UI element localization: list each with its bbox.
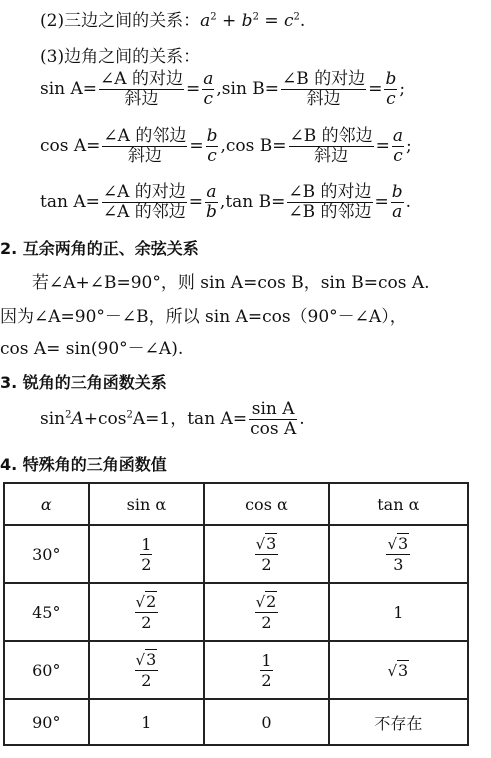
- angle-value: 45°: [32, 602, 61, 622]
- ratio-letters-2-num: a: [392, 126, 404, 146]
- sin-cell: [89, 583, 205, 641]
- cos-value: [255, 534, 279, 574]
- tan-value-den: 3: [393, 555, 404, 574]
- table-header-row: [4, 483, 468, 525]
- side-b: b: [241, 11, 253, 31]
- ratio-words-2: [289, 127, 374, 166]
- sin-exp: 2: [65, 409, 72, 421]
- header-text: α: [40, 494, 52, 514]
- angle-value: 90°: [32, 712, 61, 732]
- tan-value-sqrt-radical: √: [387, 535, 398, 553]
- ratio-words-2-num: ∠B 的对边: [288, 182, 372, 202]
- section3-formula: [40, 400, 305, 439]
- relation-lhs1: cos A=: [40, 136, 101, 156]
- ratio-letters-1-den: c: [207, 146, 217, 166]
- cos-cell: [204, 641, 328, 699]
- plus-cos: +cos: [83, 409, 127, 429]
- ratio-letters-2: [391, 183, 404, 222]
- cos-cell: [204, 525, 328, 583]
- ratio-letters-1: [202, 70, 214, 109]
- section2-line1: 若∠A+∠B=90°，则 sin A=cos B，sin B=cos A.: [32, 273, 430, 293]
- sin-value-num: 1: [141, 534, 152, 554]
- exp-b: 2: [252, 11, 259, 23]
- cos-cell: [204, 699, 328, 745]
- ratio-words-2-den: ∠B 的邻边: [288, 202, 372, 222]
- relation-lhs1: sin A=: [40, 79, 98, 99]
- cos-value-num: [255, 534, 279, 555]
- tan-value: [386, 534, 410, 574]
- relation-end: .: [405, 192, 412, 212]
- ratio-letters-2-num: b: [385, 69, 397, 89]
- item2-label: (2)三边之间的关系：: [40, 11, 201, 31]
- header-text: cos α: [245, 494, 288, 514]
- tan-value: [387, 661, 409, 680]
- relation-lhs1: tan A=: [40, 192, 100, 212]
- plus-sign: +: [216, 11, 242, 31]
- sin-value-sqrt: [136, 650, 158, 670]
- sin-value-sqrt-radicand: 2: [146, 592, 157, 611]
- cos-value-den: 2: [261, 613, 272, 632]
- ratio-words-1: [102, 127, 187, 166]
- sin-value: 1: [141, 712, 152, 732]
- ratio-letters-2-den: c: [393, 146, 403, 166]
- section2-heading: 2. 互余两角的正、余弦关系: [0, 239, 199, 258]
- sin-cell: [89, 525, 205, 583]
- ratio-words-2-den: 斜边: [306, 89, 341, 109]
- ratio-letters-2: [384, 70, 397, 109]
- angle-cell: [4, 525, 89, 583]
- ratio-words-1-num: ∠A 的邻边: [103, 126, 187, 146]
- ratio-words-2-den: 斜边: [314, 146, 349, 166]
- formula-end: .: [299, 409, 305, 429]
- cos-value-num: 1: [261, 650, 272, 670]
- table-row: [4, 583, 468, 641]
- ratio-letters-1-den: c: [203, 89, 214, 109]
- tan-value-sqrt: [387, 534, 409, 554]
- tan-cell: [329, 525, 468, 583]
- relation-row: [40, 70, 405, 109]
- cos-value-num: [255, 592, 279, 613]
- table-header-cell: [204, 483, 328, 525]
- relation-eq1: =: [189, 136, 204, 156]
- cos-value: [255, 592, 279, 632]
- tan-den: cos A: [250, 419, 297, 439]
- ratio-words-1: [102, 183, 187, 222]
- cos-value-sqrt-radical: √: [255, 593, 266, 611]
- ratio-letters-2-den: c: [386, 89, 396, 109]
- sin-value-num: [135, 650, 159, 671]
- sin-value-sqrt-radicand: 3: [146, 650, 157, 669]
- sin-value: [135, 650, 159, 690]
- ratio-letters-1-num: a: [203, 69, 214, 89]
- table-header-cell: [4, 483, 89, 525]
- relation-sep: ,: [216, 79, 222, 99]
- tan-cell: [329, 699, 468, 745]
- sin-value: [135, 592, 159, 632]
- section4-heading: 4. 特殊角的三角函数值: [0, 455, 167, 474]
- ratio-words-1-num: ∠A 的对边: [102, 182, 186, 202]
- cos-value-sqrt-radicand: 2: [266, 592, 277, 611]
- sin-cell: [89, 641, 205, 699]
- formula-rest: A=1，tan A=: [132, 409, 248, 429]
- ratio-letters-2-num: b: [391, 182, 403, 202]
- cos-value-den: 2: [261, 555, 272, 574]
- tan-value-radicand: 3: [398, 660, 409, 680]
- cos-value-sqrt: [256, 534, 278, 554]
- tan-cell: [329, 583, 468, 641]
- angle-a: A: [71, 409, 84, 429]
- angle-cell: [4, 699, 89, 745]
- relation-eq2: =: [368, 79, 383, 99]
- header-text: tan α: [377, 494, 420, 514]
- relation-sep: ,: [220, 136, 226, 156]
- sin-value-sqrt: [136, 592, 158, 612]
- relation-end: ;: [399, 79, 406, 99]
- tan-cell: [329, 641, 468, 699]
- sin-value-den: 2: [141, 671, 152, 690]
- tan-fraction: [249, 400, 297, 439]
- sin-value-num: [135, 592, 159, 613]
- cos-value: 0: [261, 712, 272, 732]
- cos-value-den: 2: [261, 670, 272, 690]
- tan-value: 不存在: [374, 713, 423, 733]
- tan-value-radical: √: [387, 661, 398, 680]
- cos-cell: [204, 583, 328, 641]
- sin-text: sin: [40, 409, 66, 429]
- cos-value: [260, 651, 272, 690]
- ratio-words-2: [287, 183, 372, 222]
- relation-lhs2: sin B=: [221, 79, 280, 99]
- exp-a: 2: [210, 11, 217, 23]
- cos-value-sqrt-radical: √: [255, 535, 266, 553]
- side-c: c: [284, 11, 294, 31]
- relation-eq1: =: [185, 79, 201, 99]
- relation-eq2: =: [374, 192, 389, 212]
- section2-line2: 因为∠A=90°－∠B，所以 sin A=cos（90°－∠A），: [0, 307, 407, 327]
- period: .: [299, 11, 306, 31]
- header-text: sin α: [126, 494, 167, 514]
- relation-sep: ,: [219, 192, 226, 212]
- item2-line: [40, 6, 305, 31]
- ratio-words-1-den: 斜边: [124, 89, 159, 109]
- sin-value-den: 2: [141, 554, 152, 574]
- relation-row: [40, 183, 411, 222]
- angle-cell: [4, 583, 89, 641]
- exp-c: 2: [293, 11, 300, 23]
- relation-row: [40, 127, 412, 166]
- sin-value-sqrt-radical: √: [135, 651, 146, 669]
- sin-value-den: 2: [141, 613, 152, 632]
- ratio-words-2: [281, 70, 366, 109]
- relation-eq1: =: [188, 192, 204, 212]
- ratio-words-1-num: ∠A 的对边: [100, 69, 183, 89]
- ratio-words-2-num: ∠B 的邻边: [289, 126, 373, 146]
- ratio-words-1-den: 斜边: [127, 146, 162, 166]
- tan-value-sqrt-radicand: 3: [398, 534, 409, 553]
- ratio-words-2-num: ∠B 的对边: [282, 69, 366, 89]
- sin-value-sqrt-radical: √: [135, 593, 146, 611]
- tan-num: sin A: [249, 400, 297, 420]
- sin-value: [140, 535, 152, 574]
- sin-cell: [89, 699, 205, 745]
- ratio-letters-1-den: b: [206, 202, 217, 222]
- item3-label: (3)边角之间的关系：: [40, 47, 201, 67]
- relation-lhs2: tan B=: [225, 192, 286, 212]
- cos-exp: 2: [126, 409, 133, 421]
- table-header-cell: [329, 483, 468, 525]
- ratio-words-1-den: ∠A 的邻边: [102, 202, 186, 222]
- side-a: a: [200, 11, 211, 31]
- section2-line3: cos A= sin(90°－∠A).: [0, 339, 184, 359]
- relation-end: ;: [406, 136, 412, 156]
- angle-value: 30°: [32, 544, 61, 564]
- ratio-letters-1: [205, 183, 218, 222]
- cos-value-sqrt-radicand: 3: [266, 534, 277, 553]
- cos-value-sqrt: [256, 592, 278, 612]
- special-angles-table: [3, 482, 469, 746]
- table-header-cell: [89, 483, 205, 525]
- relation-lhs2: cos B=: [225, 136, 287, 156]
- ratio-letters-2-den: a: [392, 202, 403, 222]
- tan-value-num: [386, 534, 410, 555]
- tan-value: 1: [393, 602, 404, 622]
- table-row: [4, 641, 468, 699]
- angle-cell: [4, 641, 89, 699]
- table-row: [4, 525, 468, 583]
- ratio-words-1: [99, 70, 184, 109]
- table-row: [4, 699, 468, 745]
- ratio-letters-2: [392, 127, 404, 166]
- equals-sign: =: [258, 11, 284, 31]
- angle-value: 60°: [32, 660, 61, 680]
- ratio-letters-1: [206, 127, 219, 166]
- section3-heading: 3. 锐角的三角函数关系: [0, 373, 167, 392]
- ratio-letters-1-num: b: [206, 126, 218, 146]
- relation-eq2: =: [375, 136, 390, 156]
- ratio-letters-1-num: a: [206, 182, 217, 202]
